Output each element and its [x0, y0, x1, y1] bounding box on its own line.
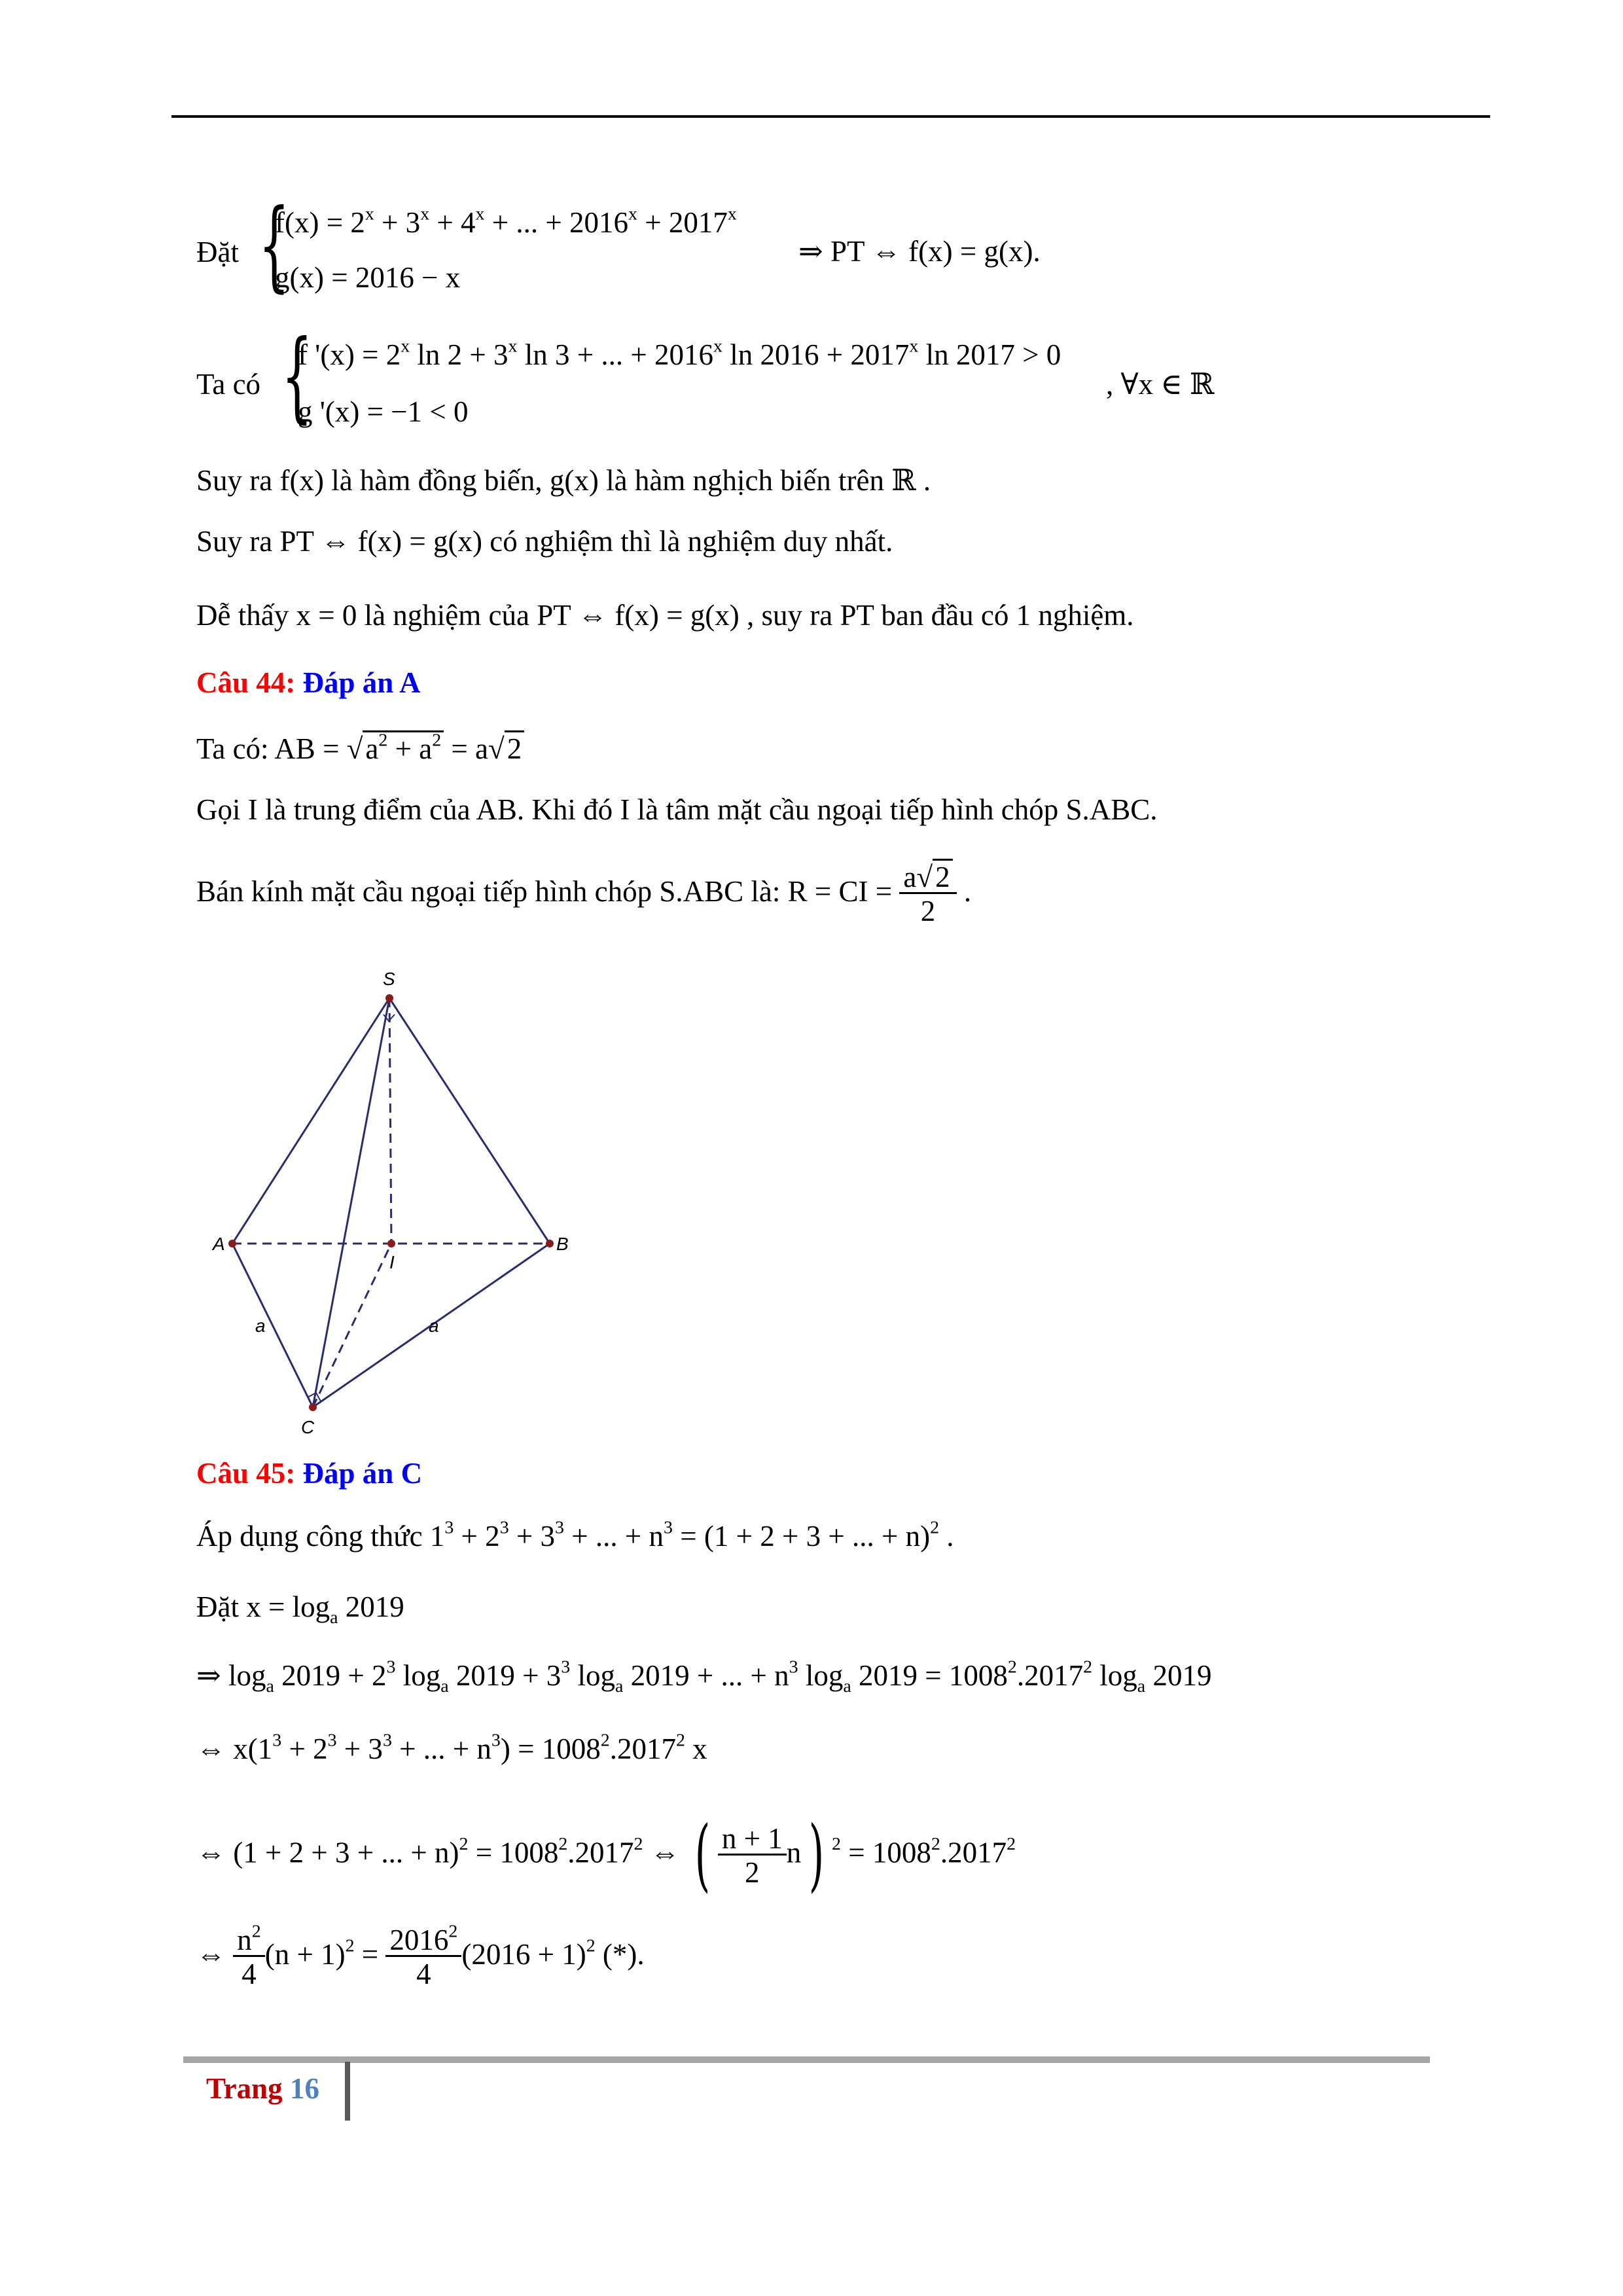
pyramid-figure [209, 962, 576, 1446]
dat-label: Đặt [196, 236, 239, 268]
pyramid-svg [209, 962, 576, 1446]
point-C [309, 1403, 317, 1411]
header-rule [171, 115, 1490, 118]
2016-squared-over-4: $\frac{2016^2}{4}$ [385, 1926, 461, 1989]
equation-1: ⇒ $\log_a 2019 + 2^3$ $\log_a 2019 + 3^3$ $\log_a 2019$ + ... + $n^3$ $\log_a 2019 = 1008^2.2017^2$ $\log_a 2019$ [196, 1657, 1212, 1696]
sum-of-cubes-formula: Áp dụng công thức $1^3 + 2^3 + 3^3$ + ... + $n^3 = (1 + 2 + 3$ + ... + n)$^2$ . [196, 1517, 954, 1552]
n-plus-1-over-2: $\frac{n + 1}{2}$ [718, 1824, 787, 1888]
footer-divider [345, 2062, 350, 2121]
label-C: C [301, 1417, 315, 1437]
derivative-brace: { [281, 319, 313, 433]
equation-3: ⇔ (1 + 2 + 3 + ... + $n)^2 = 1008^2.2017^2$ ⇔ ( $\frac{n + 1}{2}$ n) $^2 = 1008^2.2017^2$ [196, 1810, 1016, 1901]
right-paren: ) [808, 1810, 825, 1901]
point-B [546, 1240, 554, 1247]
taco-label: Ta có [196, 368, 261, 401]
label-a-left: a [255, 1316, 266, 1336]
g-prime: g '(x) = −1 < 0 [298, 395, 469, 428]
segment-SI-dashed [389, 998, 391, 1244]
left-paren: ( [694, 1810, 711, 1901]
conclusion-line-3: Dễ thấy x = 0 là nghiệm của PT ⇔ f(x) = g(x) , suy ra PT ban đầu có 1 nghiệm. [196, 599, 1134, 632]
forall-real: , ∀x ∈ ℝ [1106, 368, 1215, 401]
f-definition: $f(x) = 2^x + 3^x + 4^x$ + ... + $2016^x + 2017^x$ [275, 204, 737, 239]
conclusion-line-2: Suy ra PT ⇔ f(x) = g(x) có nghiệm thì là nghiệm duy nhất. [196, 525, 893, 558]
ab-length: Ta có: AB = $√a^2 + a^2 = a√2$ [196, 734, 524, 764]
conclusion-line-1: Suy ra f(x) là hàm đồng biến, g(x) là hàm nghịch biến trên ℝ . [196, 464, 931, 497]
question-44-heading: Câu 44: Đáp án A [196, 666, 421, 699]
g-definition: g(x) = 2016 − x [275, 261, 461, 294]
equation-4: ⇔ $\frac{n^2}{4}$ $(n + 1)^2$ = $\frac{2016^2}{4}$ $(2016 + 1)^2$ (*). [196, 1921, 645, 1990]
f-prime: f '$(x) = 2^x$ $\ln 2 + 3^x$ ln 3 + ... + $2016^x$ $\ln 2016 + 2017^x$ ln 2017 > 0 [298, 336, 1061, 371]
point-I [387, 1240, 395, 1247]
label-I: I [389, 1252, 395, 1272]
substitution: Đặt $x = \log_a 2019$ [196, 1590, 404, 1628]
point-A [228, 1240, 236, 1247]
label-a-right: a [429, 1316, 439, 1336]
footer-rule [183, 2056, 1430, 2063]
label-B: B [556, 1234, 569, 1254]
midpoint-statement: Gọi I là trung điểm của AB. Khi đó I là tâm mặt cầu ngoại tiếp hình chóp S.ABC. [196, 793, 1158, 826]
radius-fraction: $\frac{a√2}{2}$ [899, 863, 956, 926]
page-number: Trang 16 [206, 2072, 319, 2105]
system-brace: { [259, 188, 290, 302]
point-S [385, 994, 393, 1002]
edge-AC [232, 1244, 313, 1407]
radius-statement: Bán kính mặt cầu ngoại tiếp hình chóp S.ABC là: R = CI = $\frac{a√2}{2}$ . [196, 863, 971, 926]
label-S: S [383, 969, 395, 989]
label-A: A [213, 1234, 225, 1254]
edge-SB [389, 998, 550, 1244]
question-45-heading: Câu 45: Đáp án C [196, 1457, 423, 1490]
n-squared-over-4: $\frac{n^2}{4}$ [233, 1926, 264, 1989]
segment-CI-dashed [313, 1244, 391, 1407]
equation-2: ⇔ $x(1^3 + 2^3 + 3^3$ + ... + $n^3) = 1008^2.2017^2$ x [196, 1730, 707, 1765]
implication: ⇒ PT ⇔ f(x) = g(x). [798, 235, 1041, 268]
